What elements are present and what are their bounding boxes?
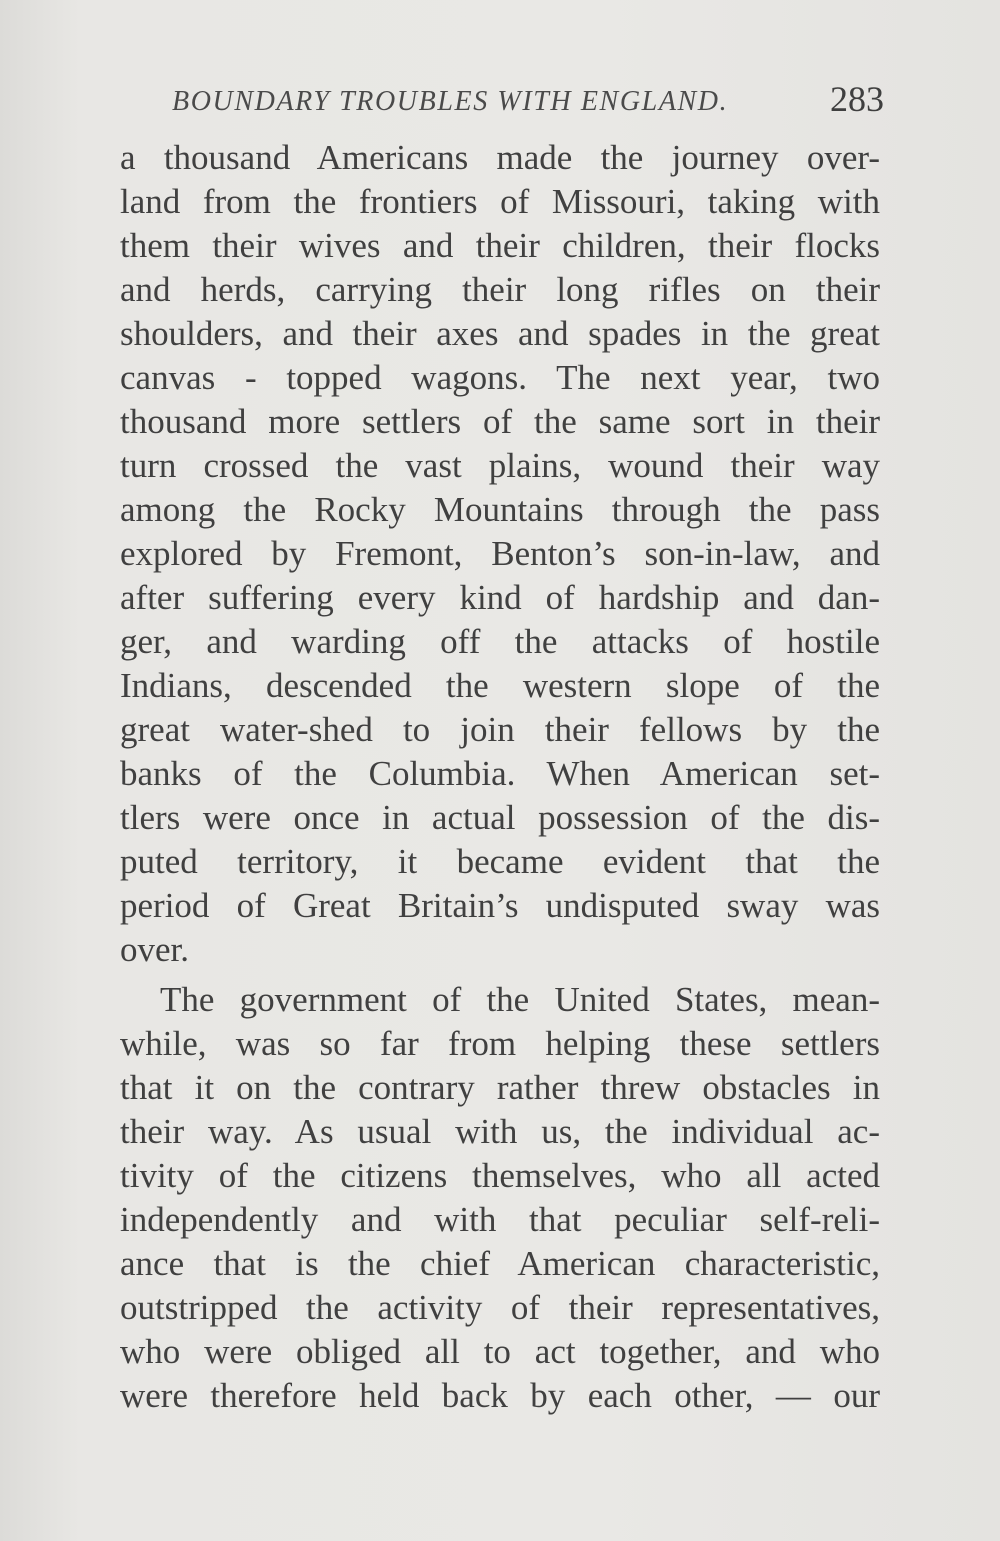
text-line: explored by Fremont, Benton’s son-in-law, and [120,534,880,573]
text-line: The government of the United States, mean- [160,980,880,1019]
text-line: were therefore held back by each other, — our [120,1376,880,1415]
text-line: turn crossed the vast plains, wound their way [120,446,880,485]
text-line: great water-shed to join their fellows by the [120,710,880,749]
text-line: puted territory, it became evident that the [120,842,880,881]
text-line: and herds, carrying their long rifles on their [120,270,880,309]
text-line: banks of the Columbia. When American set- [120,754,880,793]
text-line: their way. As usual with us, the individual ac- [120,1112,880,1151]
running-head [172,78,884,128]
text-line: tlers were once in actual possession of the dis- [120,798,880,837]
text-line: Indians, descended the western slope of the [120,666,880,705]
text-line: among the Rocky Mountains through the pass [120,490,880,529]
text-line: ance that is the chief American characteristic, [120,1244,880,1283]
paragraph [120,978,880,1418]
body-text [120,136,880,1418]
text-line: while, was so far from helping these settlers [120,1024,880,1063]
text-line: land from the frontiers of Missouri, taking with [120,182,880,221]
text-line: after suffering every kind of hardship and dan- [120,578,880,617]
text-line: over. [120,930,190,969]
text-line: ger, and warding off the attacks of hostile [120,622,880,661]
running-title: BOUNDARY TROUBLES WITH ENGLAND. [172,86,729,117]
text-line: period of Great Britain’s undisputed sway was [120,886,880,925]
text-line: shoulders, and their axes and spades in the great [120,314,880,353]
text-line: thousand more settlers of the same sort in their [120,402,880,441]
text-line: independently and with that peculiar self-reli- [120,1200,880,1239]
text-line: who were obliged all to act together, and who [120,1332,880,1371]
text-line: that it on the contrary rather threw obstacles in [120,1068,880,1107]
text-line: them their wives and their children, their flocks [120,226,880,265]
text-line: a thousand Americans made the journey over- [120,138,880,177]
text-line: tivity of the citizens themselves, who all acted [120,1156,880,1195]
text-line: outstripped the activity of their representatives, [120,1288,880,1327]
page-number: 283 [830,79,884,119]
paragraph [120,136,880,972]
text-line: canvas - topped wagons. The next year, two [120,358,880,397]
